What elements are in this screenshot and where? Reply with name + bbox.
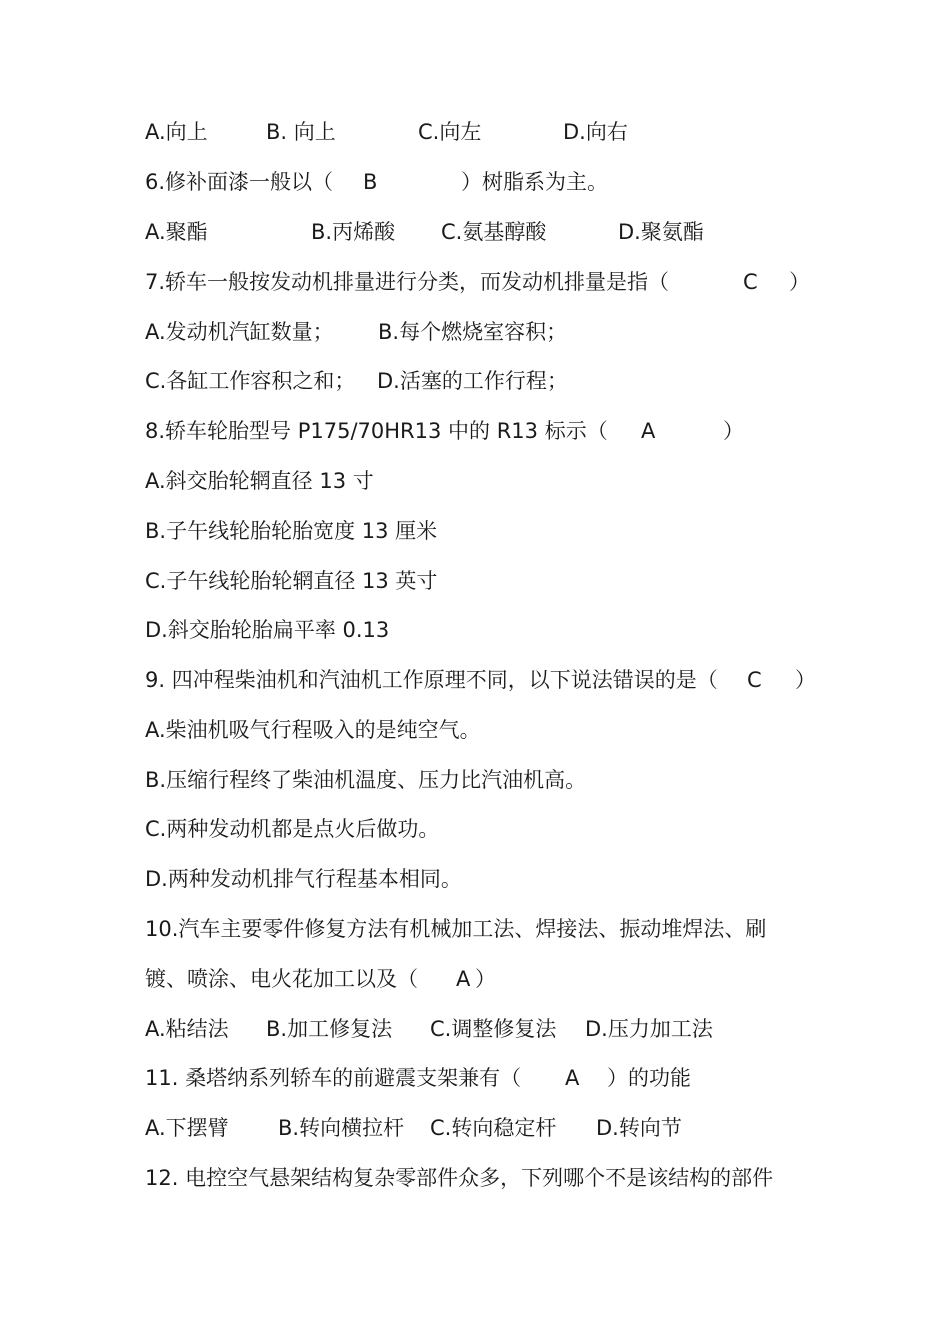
option-a: A.粘结法 (145, 1017, 229, 1041)
question-text: 12. 电控空气悬架结构复杂零部件众多，下列哪个不是该结构的部件 (145, 1166, 774, 1190)
question-text-end: ） (475, 967, 496, 991)
answer: A (565, 1066, 580, 1090)
option-text: D.两种发动机排气行程基本相同。 (145, 867, 462, 891)
answer: A (641, 419, 656, 443)
option-b: B.丙烯酸 (311, 220, 396, 244)
question-text-end: ） (789, 270, 810, 294)
question-text-end: ）树脂系为主。 (461, 170, 608, 194)
option-d: D.活塞的工作行程； (377, 369, 568, 393)
option-c: C.氨基醇酸 (441, 220, 547, 244)
option-d: D.转向节 (596, 1116, 682, 1140)
option-a: A.发动机汽缸数量； (145, 320, 334, 344)
option-b: B.每个燃烧室容积； (378, 320, 568, 344)
option-b: B.加工修复法 (266, 1017, 393, 1041)
question-text: 7.轿车一般按发动机排量进行分类，而发动机排量是指（ (145, 270, 670, 294)
option-a: A.下摆臂 (145, 1116, 229, 1140)
answer: A (456, 967, 471, 991)
option-a: A.向上 (145, 120, 208, 144)
option-text: A.柴油机吸气行程吸入的是纯空气。 (145, 718, 481, 742)
option-text: C.子午线轮胎轮辋直径 13 英寸 (145, 569, 438, 593)
question-text-end: ） (723, 419, 744, 443)
option-text: B.子午线轮胎轮胎宽度 13 厘米 (145, 519, 438, 543)
option-text: A.斜交胎轮辋直径 13 寸 (145, 469, 374, 493)
option-text: D.斜交胎轮胎扁平率 0.13 (145, 618, 390, 642)
question-text-end: ） (795, 668, 816, 692)
option-d: D.向右 (563, 120, 628, 144)
question-text-end: ）的功能 (607, 1066, 691, 1090)
option-text: B.压缩行程终了柴油机温度、压力比汽油机高。 (145, 768, 587, 792)
question-text: 10.汽车主要零件修复方法有机械加工法、焊接法、振动堆焊法、刷 (145, 917, 767, 941)
option-c: C.调整修复法 (430, 1017, 557, 1041)
option-b: B. 向上 (266, 120, 336, 144)
question-text: 6.修补面漆一般以（ (145, 170, 334, 194)
answer: C (743, 270, 758, 294)
option-d: D.压力加工法 (585, 1017, 713, 1041)
option-text: C.两种发动机都是点火后做功。 (145, 817, 440, 841)
answer: C (747, 668, 762, 692)
question-text: 9. 四冲程柴油机和汽油机工作原理不同，以下说法错误的是（ (145, 668, 718, 692)
option-b: B.转向横拉杆 (278, 1116, 405, 1140)
question-text: 镀、喷涂、电火花加工以及（ (145, 967, 418, 991)
question-text: 8.轿车轮胎型号 P175/70HR13 中的 R13 标示（ (145, 419, 608, 443)
question-text: 11. 桑塔纳系列轿车的前避震支架兼有（ (145, 1066, 522, 1090)
option-c: C.各缸工作容积之和； (145, 369, 356, 393)
option-d: D.聚氨酯 (618, 220, 704, 244)
option-c: C.转向稳定杆 (430, 1116, 557, 1140)
answer: B (363, 170, 378, 194)
option-c: C.向左 (418, 120, 482, 144)
option-a: A.聚酯 (145, 220, 208, 244)
